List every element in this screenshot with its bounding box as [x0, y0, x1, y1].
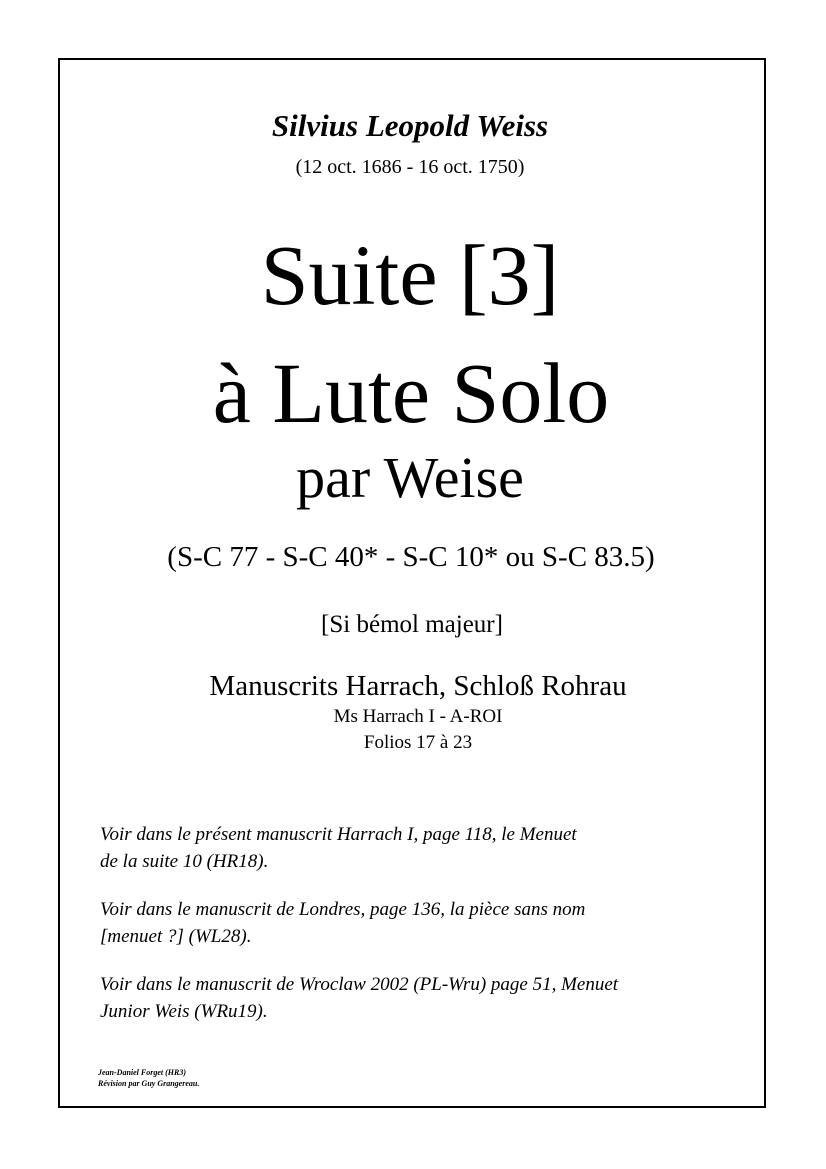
note-item — [100, 896, 740, 950]
key-signature: [Si bémol majeur] — [321, 611, 503, 638]
title-line-2: à Lute Solo — [212, 345, 610, 441]
credit-revision: Révision par Guy Grangereau. — [98, 1079, 200, 1088]
source-shelfmark: Ms Harrach I - A-ROI — [333, 706, 503, 727]
note-item — [100, 971, 740, 1025]
composer-name: Silvius Leopold Weiss — [271, 108, 549, 143]
title-line-3: par Weise — [296, 445, 524, 510]
credit-author: Jean-Daniel Forget (HR3) — [98, 1068, 186, 1077]
page-border — [58, 58, 766, 1108]
note-line: Voir dans le manuscrit de Wroclaw 2002 (PL-Wru) page 51, Menuet — [100, 974, 619, 995]
credits — [98, 1067, 199, 1089]
note-line: de la suite 10 (HR18). — [100, 851, 269, 872]
source-folios: Folios 17 à 23 — [363, 732, 473, 753]
composer-dates: (12 oct. 1686 - 16 oct. 1750) — [295, 156, 525, 178]
source-collection: Manuscrits Harrach, Schloß Rohrau — [209, 670, 627, 702]
title-line-1: Suite [3] — [260, 227, 560, 323]
note-line: [menuet ?] (WL28). — [100, 926, 252, 947]
note-line: Voir dans le présent manuscrit Harrach I, page 118, le Menuet — [100, 824, 577, 845]
catalog-numbers: (S-C 77 - S-C 40* - S-C 10* ou S-C 83.5) — [167, 541, 655, 573]
note-item — [100, 821, 740, 875]
note-line: Junior Weis (WRu19). — [100, 1001, 268, 1022]
note-line: Voir dans le manuscrit de Londres, page 136, la pièce sans nom — [100, 899, 586, 920]
